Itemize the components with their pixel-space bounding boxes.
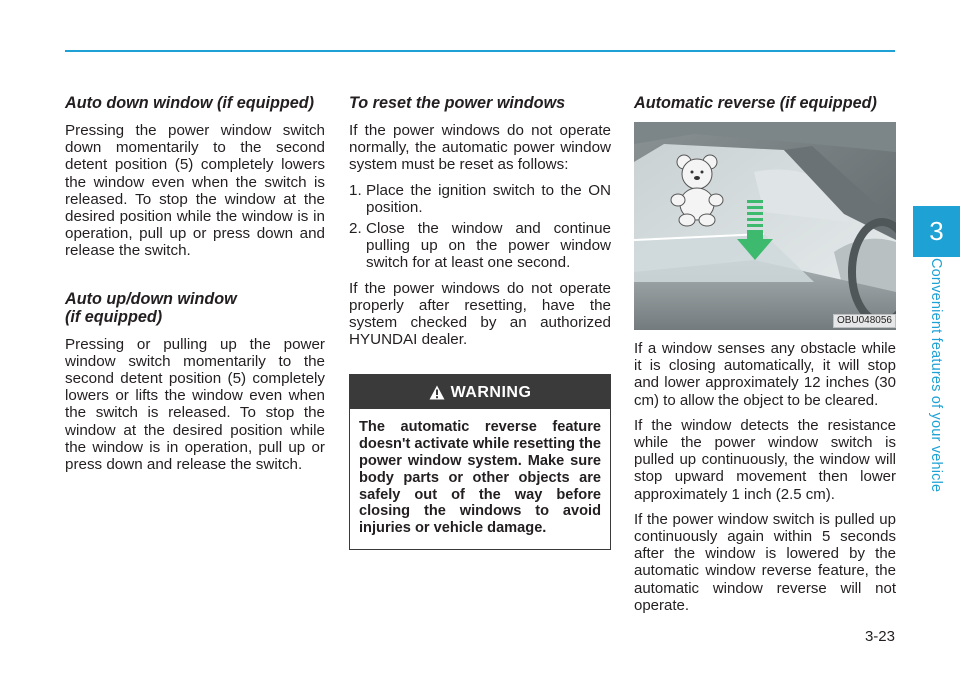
header-rule	[65, 50, 895, 52]
step-number: 1.	[349, 181, 362, 199]
heading-line-2: (if equipped)	[65, 307, 163, 326]
column-right	[634, 94, 896, 622]
warning-triangle-icon	[429, 385, 445, 400]
step-text: Place the ignition switch to the ON position.	[366, 181, 611, 216]
paragraph-reverse-3: If the power window switch is pulled up continuously again within 5 seconds after the window is lowered by the automatic window reverse feature, the automatic window reverse will not operate.	[634, 510, 896, 614]
paragraph-reverse-1: If a window senses any obstacle while it is closing automatically, it will stop and lower approximately 12 inches (30 cm) to allow the object to be cleared.	[634, 340, 896, 409]
column-left	[65, 94, 325, 481]
reset-steps-list	[349, 182, 611, 272]
heading-line-1: Auto up/down window	[65, 289, 237, 308]
warning-title: WARNING	[450, 383, 532, 401]
heading-auto-down-window: Auto down window (if equipped)	[65, 94, 315, 112]
step-text: Close the window and continue pulling up on the power window switch for at least one second.	[366, 220, 611, 272]
window-illustration	[634, 122, 896, 330]
paragraph-auto-up-down: Pressing or pulling up the power window switch momentarily to the second detent position (5) completely lowers or lifts the window even when the switch is released. To stop the window at the desired position while the window is in operation, pull up or press down and release the switch.	[65, 335, 325, 474]
step-number: 2.	[349, 220, 362, 238]
paragraph-auto-down: Pressing the power window switch down momentarily to the second detent position (5) completely lowers the window even when the switch is released. To stop the window at the desired position while the window is in operation, pull up or press down and release the switch.	[65, 122, 325, 260]
heading-reset-power-windows: To reset the power windows	[349, 94, 566, 112]
warning-text: The automatic reverse feature doesn't activate while resetting the power window system. Make sure body parts or other objects are safely out of the way before closing the windows to avoid injuries or vehicle damage.	[359, 419, 601, 537]
page-number: 3-23	[864, 628, 895, 645]
paragraph-reverse-2: If the window detects the resistance while the power window switch is pulled up continuously, the window will stop upward movement then lower approximately 1 inch (2.5 cm).	[634, 416, 896, 503]
car-window-image	[634, 122, 896, 330]
paragraph-reset-intro: If the power windows do not operate normally, the automatic power window system must be reset as follows:	[349, 122, 611, 174]
list-item	[349, 182, 611, 216]
chapter-tab: 3	[913, 206, 960, 257]
list-item	[349, 220, 611, 272]
column-middle	[349, 94, 611, 550]
warning-box	[349, 374, 611, 550]
heading-auto-up-down-window	[65, 290, 325, 326]
heading-automatic-reverse: Automatic reverse (if equipped)	[634, 94, 877, 112]
paragraph-reset-dealer: If the power windows do not operate properly after resetting, have the system checked by an authorized HYUNDAI dealer.	[349, 279, 611, 349]
figure-code: OBU048056	[833, 314, 896, 328]
warning-header	[350, 375, 610, 409]
chapter-title: Convenient features of your vehicle	[928, 258, 944, 493]
